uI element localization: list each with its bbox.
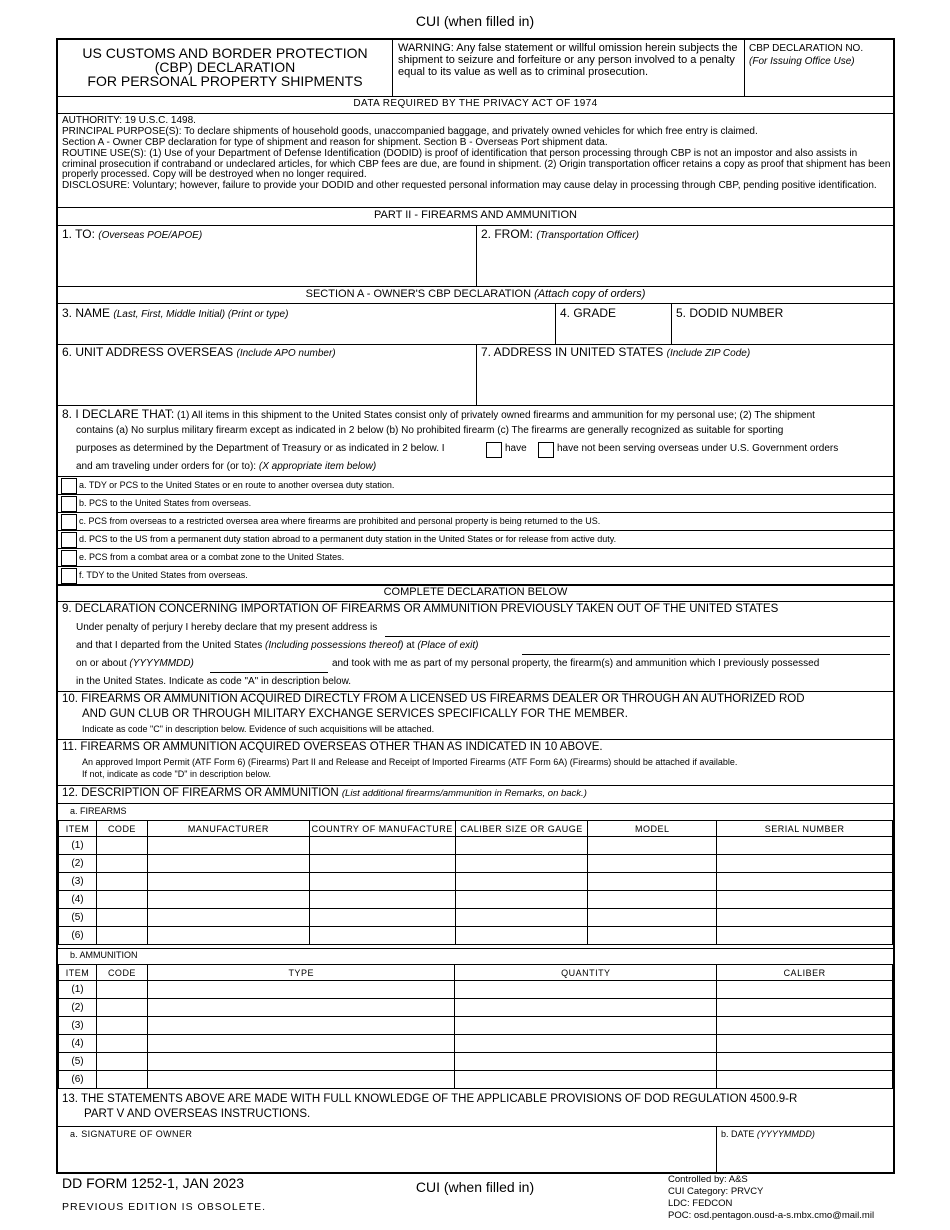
table-row [59,891,893,909]
date-input[interactable] [717,1141,893,1172]
form-title [58,46,392,88]
table-cell[interactable] [96,909,147,927]
table-cell[interactable] [717,909,893,927]
field8-line2: contains (a) No surplus military firearm except as indicated in 2 below (b) No prohibited firearm (c) The firearms are generally recognized as suitable for sporting [76,425,784,436]
table-cell[interactable] [147,909,309,927]
table-cell[interactable] [309,891,455,909]
option-c-checkbox[interactable] [61,514,77,530]
cui-designation-block [668,1174,874,1222]
poc: POC: osd.pentagon.ousd-a-s.mbx.cmo@mail.mil [668,1210,875,1221]
table-cell[interactable] [455,873,588,891]
field9-line3a: on or about (YYYYMMDD) [76,658,194,669]
option-d-label: d. PCS to the US from a permanent duty station abroad to a permanent duty station in the United States or for release from active duty. [79,534,617,544]
ldc: LDC: FEDCON [668,1198,733,1209]
privacy-routine: ROUTINE USE(S): (1) Use of your Department of Defense Identification (DODID) is proof of identification that person processing through CBP is not an impostor and also assists in criminal prosecution if contraband or undeclared articles, for which CBP fees are due, are found in shipment. (2) Origin transportation officer retains a copy as proof that shipment has been properly processed. Copy will be destroyed when no longer required. [62,148,891,180]
table-cell[interactable] [96,855,147,873]
table-cell[interactable] [309,855,455,873]
table-cell[interactable] [147,1035,455,1053]
item-number: (3) [59,1017,97,1035]
firearms-col-serial: SERIAL NUMBER [717,821,893,837]
form-id: DD FORM 1252-1, JAN 2023 [62,1175,245,1191]
firearms-col-caliber: CALIBER SIZE OR GAUGE [455,821,588,837]
ammo-label: b. AMMUNITION [70,950,138,960]
field9-line3c: and took with me as part of my personal property, the firearm(s) and ammunition which I previously possessed [332,658,820,669]
table-cell[interactable] [147,927,309,945]
item-number: (5) [59,909,97,927]
field8-line3: purposes as determined by the Department of Treasury or as indicated in 2 below. I [76,443,445,454]
table-cell[interactable] [717,891,893,909]
item-number: (6) [59,1071,97,1089]
ammo-col-caliber: CALIBER [717,965,893,981]
field11-line2: An approved Import Permit (ATF Form 6) (Firearms) Part II and Release and Receipt of Imported Firearms (ATF Form 6A) (Firearms) should be attached if available. [82,757,738,767]
part2-title: PART II - FIREARMS AND AMMUNITION [374,209,577,221]
complete-title: COMPLETE DECLARATION BELOW [383,586,568,598]
decl-no-note: (For Issuing Office Use) [749,56,855,67]
field11-line3: If not, indicate as code "D" in description below. [82,769,271,779]
table-cell[interactable] [96,837,147,855]
field2-label: 2. FROM: (Transportation Officer) [481,227,639,241]
table-cell[interactable] [96,981,147,999]
place-of-exit-input[interactable] [522,654,890,655]
field10-line3: Indicate as code "C" in description below. Evidence of such acquisitions will be attached. [82,724,435,734]
table-row [59,1053,893,1071]
date-label: b. DATE (YYYYMMDD) [721,1129,815,1139]
privacy-sections: Section A - Owner CBP declaration for type of shipment and reason for shipment. Section B - Overseas Port shipment data. [62,137,608,148]
table-cell[interactable] [588,855,717,873]
table-cell[interactable] [717,1035,893,1053]
table-cell[interactable] [147,981,455,999]
form-title-line3: FOR PERSONAL PROPERTY SHIPMENTS [87,73,363,89]
firearms-col-model: MODEL [588,821,717,837]
table-cell[interactable] [717,981,893,999]
field9-line2: and that I departed from the United States (Including possessions thereof) at (Place of exit) [76,640,479,651]
departure-date-input[interactable] [210,672,328,673]
table-cell[interactable] [455,855,588,873]
ammo-col-type: TYPE [147,965,455,981]
option-b-checkbox[interactable] [61,496,77,512]
table-cell[interactable] [455,1017,717,1035]
table-cell[interactable] [717,837,893,855]
privacy-title: DATA REQUIRED BY THE PRIVACY ACT OF 1974 [353,98,598,109]
firearms-header-row [59,821,893,837]
cui-banner-top: CUI (when filled in) [415,13,535,29]
table-cell[interactable] [588,837,717,855]
field4-label: 4. GRADE [560,306,617,320]
field7-label: 7. ADDRESS IN UNITED STATES (Include ZIP Code) [481,345,751,359]
table-cell[interactable] [588,909,717,927]
field13-line2: PART V AND OVERSEAS INSTRUCTIONS. [84,1108,311,1120]
table-cell[interactable] [588,873,717,891]
form-title-line2: (CBP) DECLARATION [154,59,296,75]
controlled-by: Controlled by: A&S [668,1174,748,1185]
table-cell[interactable] [455,837,588,855]
table-cell[interactable] [96,891,147,909]
table-cell[interactable] [717,873,893,891]
table-row [59,909,893,927]
table-row [59,999,893,1017]
firearms-col-item: ITEM [59,821,97,837]
table-cell[interactable] [96,1017,147,1035]
signature-input[interactable] [58,1141,716,1172]
table-cell[interactable] [717,927,893,945]
table-cell[interactable] [96,1053,147,1071]
table-cell[interactable] [588,927,717,945]
table-cell[interactable] [588,891,717,909]
field8-line4: and am traveling under orders for (or to): (X appropriate item below) [76,461,377,472]
table-row [59,873,893,891]
ammo-col-quantity: QUANTITY [455,965,717,981]
cui-banner-bottom: CUI (when filled in) [415,1179,535,1195]
table-row [59,1017,893,1035]
table-cell[interactable] [717,999,893,1017]
option-b-label: b. PCS to the United States from overseas. [79,498,252,508]
have-not-checkbox[interactable] [538,442,554,458]
privacy-disclosure: DISCLOSURE: Voluntary; however, failure to provide your DODID and other requested personal information may cause delay in processing through CBP, pending positive identification. [62,180,877,191]
field10-line1: 10. FIREARMS OR AMMUNITION ACQUIRED DIRECTLY FROM A LICENSED US FIREARMS DEALER OR THROUGH AN AUTHORIZED ROD [62,693,805,705]
field10-line2: AND GUN CLUB OR THROUGH MILITARY EXCHANGE SERVICES SPECIFICALLY FOR THE MEMBER. [82,708,628,720]
unit-address-input[interactable] [58,360,476,405]
table-cell[interactable] [147,999,455,1017]
field8-line1: 8. I DECLARE THAT: (1) All items in this shipment to the United States consist only of privately owned firearms and ammunition for my personal use; (2) The shipment [62,407,815,421]
table-cell[interactable] [455,1071,717,1089]
table-cell[interactable] [147,873,309,891]
table-cell[interactable] [309,837,455,855]
option-e-label: e. PCS from a combat area or a combat zone to the United States. [79,552,345,562]
table-cell[interactable] [717,1071,893,1089]
dodid-input[interactable] [672,322,893,344]
table-cell[interactable] [309,927,455,945]
table-row [59,981,893,999]
privacy-purpose: PRINCIPAL PURPOSE(S): To declare shipments of household goods, unaccompanied baggage, and privately owned vehicles for which free entry is claimed. [62,126,758,137]
field9-label: 9. DECLARATION CONCERNING IMPORTATION OF FIREARMS OR AMMUNITION PREVIOUSLY TAKEN OUT OF THE UNITED STATES [62,603,779,615]
table-row [59,855,893,873]
table-cell[interactable] [309,873,455,891]
table-cell[interactable] [717,1017,893,1035]
sectionA-title: SECTION A - OWNER'S CBP DECLARATION (Attach copy of orders) [305,288,646,300]
table-row [59,927,893,945]
field5-label: 5. DODID NUMBER [676,306,784,320]
item-number: (6) [59,927,97,945]
table-cell[interactable] [455,1053,717,1071]
table-cell[interactable] [455,927,588,945]
table-cell[interactable] [309,909,455,927]
have-checkbox[interactable] [486,442,502,458]
table-cell[interactable] [96,999,147,1017]
privacy-authority: AUTHORITY: 19 U.S.C. 1498. [62,115,196,126]
item-number: (1) [59,837,97,855]
table-row [59,1071,893,1089]
cui-category: CUI Category: PRVCY [668,1186,764,1197]
table-cell[interactable] [96,927,147,945]
table-cell[interactable] [147,1017,455,1035]
ammo-header-row [59,965,893,981]
table-row [59,1035,893,1053]
table-cell[interactable] [455,909,588,927]
table-cell[interactable] [147,855,309,873]
item-number: (4) [59,1035,97,1053]
field12-label: 12. DESCRIPTION OF FIREARMS OR AMMUNITION (List additional firearms/ammunition in Remarks, on back.) [62,787,587,799]
ammo-col-item: ITEM [59,965,97,981]
item-number: (2) [59,999,97,1017]
field9-line1: Under penalty of perjury I hereby declare that my present address is [76,622,378,633]
table-cell[interactable] [455,891,588,909]
option-c-label: c. PCS from overseas to a restricted oversea area where firearms are prohibited and personal property is being returned to the US. [79,516,601,526]
have-not-label: have not been serving overseas under U.S. Government orders [557,443,839,454]
have-label: have [505,443,527,454]
firearms-col-manufacturer: MANUFACTURER [147,821,309,837]
table-cell[interactable] [147,891,309,909]
field3-label: 3. NAME (Last, First, Middle Initial) (Print or type) [62,306,289,320]
option-f-checkbox[interactable] [61,568,77,584]
item-number: (5) [59,1053,97,1071]
option-a-checkbox[interactable] [61,478,77,494]
item-number: (3) [59,873,97,891]
field1-label: 1. TO: (Overseas POE/APOE) [62,227,203,241]
table-cell[interactable] [717,1053,893,1071]
table-cell[interactable] [455,999,717,1017]
option-a-label: a. TDY or PCS to the United States or en route to another oversea duty station. [79,480,395,490]
field13-line1: 13. THE STATEMENTS ABOVE ARE MADE WITH FULL KNOWLEDGE OF THE APPLICABLE PROVISIONS OF DOD REGULATION 4500.9-R [62,1093,798,1105]
item-number: (2) [59,855,97,873]
grade-input[interactable] [556,322,671,344]
cbp-declaration-form [56,38,895,1174]
field11-line1: 11. FIREARMS OR AMMUNITION ACQUIRED OVERSEAS OTHER THAN AS INDICATED IN 10 ABOVE. [62,741,603,753]
table-cell[interactable] [717,855,893,873]
field6-label: 6. UNIT ADDRESS OVERSEAS (Include APO number) [62,345,336,359]
table-cell[interactable] [96,1071,147,1089]
table-cell[interactable] [455,1035,717,1053]
decl-no-label: CBP DECLARATION NO. [749,43,864,54]
table-cell[interactable] [455,981,717,999]
table-cell[interactable] [147,1071,455,1089]
warning-text: WARNING: Any false statement or willful omission herein subjects the shipment to seizure and forfeiture or any person involved to a penalty equal to its value as well as to criminal prosecution. [398,42,738,78]
item-number: (4) [59,891,97,909]
name-input[interactable] [58,322,555,344]
from-input[interactable] [477,240,893,286]
field9-line4: in the United States. Indicate as code "A" in description below. [76,676,352,687]
form-title-line1: US CUSTOMS AND BORDER PROTECTION [82,45,368,61]
us-address-input[interactable] [477,360,893,405]
obsolete-note: PREVIOUS EDITION IS OBSOLETE. [62,1201,267,1213]
ammo-col-code: CODE [96,965,147,981]
firearms-col-country: COUNTRY OF MANUFACTURE [309,821,455,837]
table-cell[interactable] [147,837,309,855]
to-input[interactable] [58,240,476,286]
ammunition-table [58,964,893,1089]
table-cell[interactable] [96,873,147,891]
signature-label: a. SIGNATURE OF OWNER [70,1129,193,1139]
option-d-checkbox[interactable] [61,532,77,548]
firearms-col-code: CODE [96,821,147,837]
firearms-table [58,820,893,945]
present-address-input[interactable] [385,636,890,637]
table-row [59,837,893,855]
table-cell[interactable] [147,1053,455,1071]
table-cell[interactable] [96,1035,147,1053]
option-f-label: f. TDY to the United States from overseas. [79,570,248,580]
item-number: (1) [59,981,97,999]
firearms-label: a. FIREARMS [70,806,127,816]
option-e-checkbox[interactable] [61,550,77,566]
